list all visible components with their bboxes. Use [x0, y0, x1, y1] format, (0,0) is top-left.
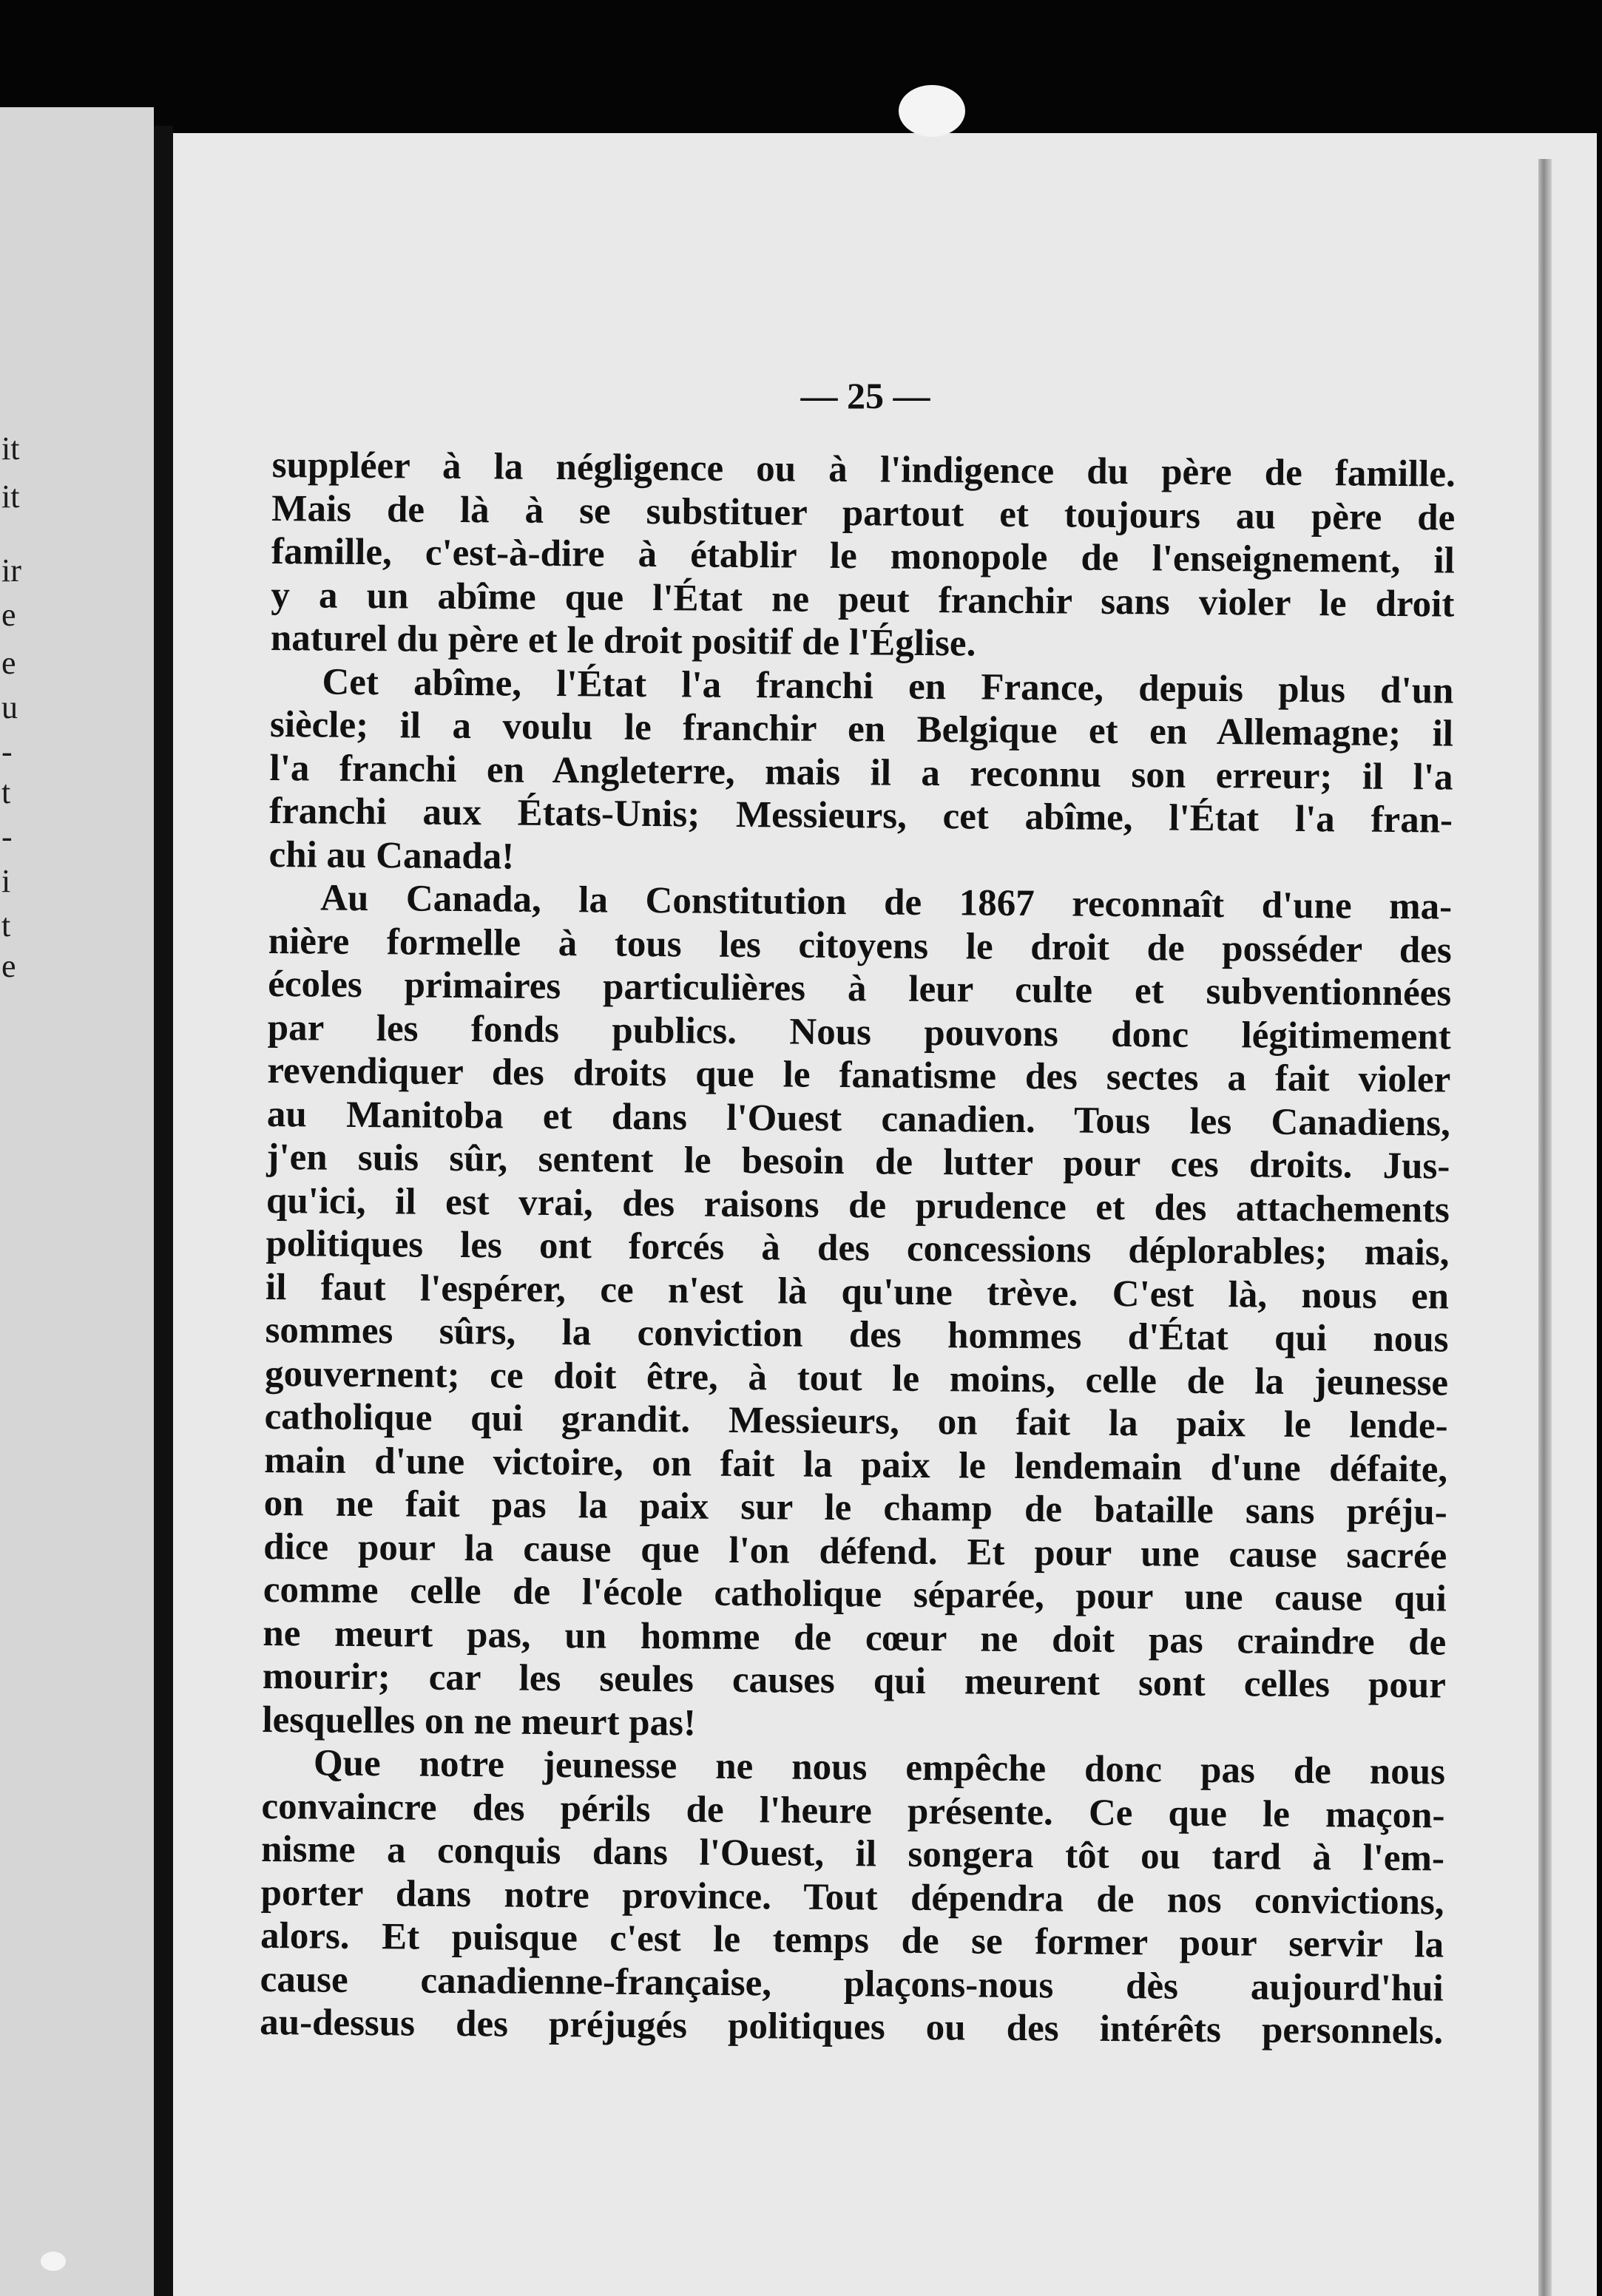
- text-line: j'en suis sûr, sentent le besoin de lutter pour ces droits. Jus-: [266, 1136, 1450, 1188]
- paragraph: [271, 444, 1456, 669]
- left-page-fragment: -: [1, 734, 13, 770]
- text-line: au Manitoba et dans l'Ouest canadien. Tous les Canadiens,: [266, 1093, 1451, 1145]
- left-page-fragment: -: [1, 819, 13, 855]
- left-page-fragment: it: [1, 430, 20, 467]
- paper-blemish: [41, 2252, 66, 2271]
- text-line: gouvernent; ce doit être, à tout le moins, celle de la jeunesse: [264, 1352, 1449, 1404]
- text-line: Que notre jeunesse ne nous empêche donc pas de nous: [313, 1742, 1446, 1793]
- text-line: convaincre des périls de l'heure présente. Ce que le maçon-: [261, 1785, 1445, 1837]
- book-gutter: [154, 126, 173, 2296]
- text-line: ne meurt pas, un homme de cœur ne doit pas craindre de: [263, 1612, 1447, 1664]
- left-page-edge: [0, 107, 154, 2296]
- text-line: lesquelles on ne meurt pas!: [262, 1699, 697, 1744]
- text-line: franchi aux États-Unis; Messieurs, cet abîme, l'État l'a fran-: [268, 790, 1453, 841]
- paragraph: [268, 660, 1453, 885]
- text-line: politiques les ont forcés à des concessions déplorables; mais,: [266, 1222, 1450, 1274]
- left-page-fragment: e: [1, 948, 16, 984]
- text-line: alors. Et puisque c'est le temps de se former pour servir la: [260, 1914, 1444, 1966]
- left-page-fragment: e: [1, 597, 16, 633]
- paragraph: [262, 876, 1452, 1751]
- text-line: porter dans notre province. Tout dépendra de nos convictions,: [260, 1872, 1444, 1923]
- paper-blemish: [899, 85, 965, 137]
- text-line: main d'une victoire, on fait la paix le lendemain d'une défaite,: [263, 1439, 1448, 1491]
- text-line: revendiquer des droits que le fanatisme des sectes a fait violer: [267, 1049, 1451, 1101]
- text-line: Au Canada, la Constitution de 1867 reconnaît d'une ma-: [320, 877, 1453, 928]
- text-line: écoles primaires particulières à leur culte et subventionnées: [268, 963, 1452, 1015]
- text-line: qu'ici, il est vrai, des raisons de prudence et des attachements: [266, 1179, 1450, 1231]
- text-line: il faut l'espérer, ce n'est là qu'une trève. C'est là, nous en: [265, 1266, 1450, 1318]
- page-edge-shadow: [1538, 159, 1552, 2296]
- text-line: y a un abîme que l'État ne peut franchir sans violer le droit: [271, 574, 1455, 626]
- left-page-fragment: t: [1, 907, 11, 944]
- text-line: chi au Canada!: [268, 833, 515, 878]
- text-line: sommes sûrs, la conviction des hommes d'État qui nous: [265, 1309, 1449, 1361]
- left-page-fragment: t: [1, 774, 11, 810]
- left-page-fragment: i: [1, 863, 11, 899]
- left-page-fragment: e: [1, 645, 16, 681]
- left-page-fragment: it: [1, 478, 20, 515]
- left-page-fragment: ir: [1, 552, 21, 589]
- text-line: nière formelle à tous les citoyens le droit de posséder des: [268, 920, 1452, 972]
- text-line: famille, c'est-à-dire à établir le monopole de l'enseignement, il: [271, 530, 1456, 582]
- text-line: dice pour la cause que l'on défend. Et pour une cause sacrée: [263, 1525, 1447, 1577]
- text-line: naturel du père et le droit positif de l'Église.: [270, 617, 976, 665]
- text-line: mourir; car les seules causes qui meurent sont celles pour: [262, 1655, 1447, 1707]
- paragraph: [260, 1741, 1445, 2053]
- text-line: cause canadienne-française, plaçons-nous dès aujourd'hui: [260, 1958, 1444, 2010]
- text-line: Mais de là à se substituer partout et toujours au père de: [271, 487, 1456, 539]
- left-page-fragment: u: [1, 689, 18, 725]
- text-line: comme celle de l'école catholique séparée, pour une cause qui: [263, 1568, 1447, 1620]
- page-number: — 25 —: [800, 375, 930, 416]
- text-line: l'a franchi en Angleterre, mais il a reconnu son erreur; il l'a: [269, 747, 1453, 799]
- text-line: Cet abîme, l'État l'a franchi en France, depuis plus d'un: [322, 661, 1454, 712]
- text-line: on ne fait pas la paix sur le champ de bataille sans préju-: [263, 1482, 1447, 1534]
- text-line: catholique qui grandit. Messieurs, on fait la paix le lende-: [264, 1395, 1448, 1447]
- text-line: nisme a conquis dans l'Ouest, il songera tôt ou tard à l'em-: [260, 1828, 1445, 1880]
- text-line: siècle; il a voulu le franchir en Belgique et en Allemagne; il: [269, 703, 1454, 755]
- page-body-text: [260, 444, 1456, 2053]
- text-line: par les fonds publics. Nous pouvons donc légitimement: [267, 1006, 1451, 1058]
- text-line: suppléer à la négligence ou à l'indigence du père de famille.: [271, 444, 1456, 495]
- text-line: au-dessus des préjugés politiques ou des intérêts personnels.: [260, 2001, 1444, 2053]
